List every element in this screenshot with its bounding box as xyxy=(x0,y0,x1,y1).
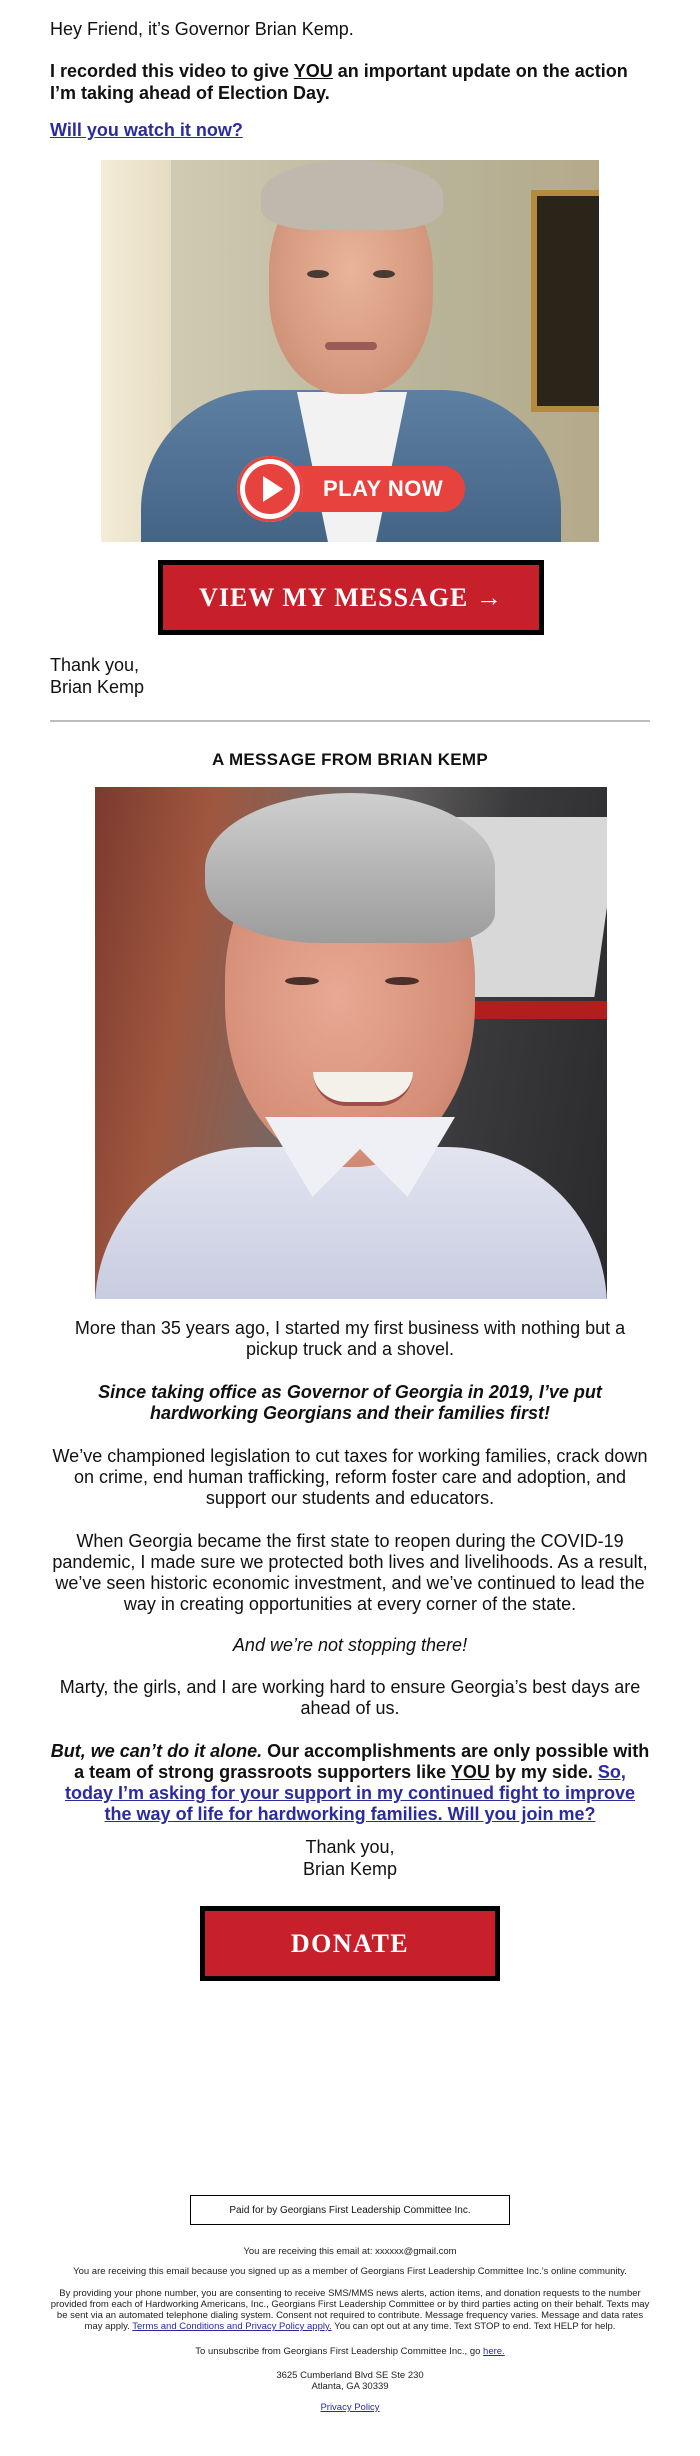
message-p7 xyxy=(50,1741,650,1825)
play-icon xyxy=(237,456,303,522)
brian-kemp-photo xyxy=(95,787,607,1299)
message-thanks: Thank you, xyxy=(305,1837,395,1857)
sms-pre: By providing your phone number, you are consenting to receive SMS/MMS news alerts, action items, and donation requests to the number provided from each of Hardworking Americans, Inc., Georgians First Leadership Committee or by third parties acting on their behalf. Texts may be sent via an automated telephone dialing system. Consent not required to contribute. Message frequency varies. Message and data rates may apply. xyxy=(50,2288,650,2332)
p7-italic: But, we can’t do it alone. xyxy=(50,1741,263,1761)
sms-consent xyxy=(50,2288,650,2332)
photo-bg-stripe xyxy=(457,1001,607,1019)
terms-link[interactable]: Terms and Conditions and Privacy Policy apply. xyxy=(132,2321,332,2332)
video-bg-painting xyxy=(531,190,599,412)
privacy-policy-link-wrap xyxy=(50,2402,650,2413)
address-line-2: Atlanta, GA 30339 xyxy=(311,2381,389,2392)
video-thumbnail[interactable] xyxy=(101,160,599,542)
p7-bold-pre: Our accomplishments are only possible with a team of strong grassroots supporters like xyxy=(74,1741,650,1782)
message-p6: Marty, the girls, and I are working hard to ensure Georgia’s best days are ahead of us. xyxy=(59,1677,641,1718)
p7-bold-post: by my side. xyxy=(489,1762,598,1782)
signoff-thanks: Thank you, xyxy=(50,655,140,675)
message-title: A MESSAGE FROM BRIAN KEMP xyxy=(211,750,489,769)
intro-you: YOU xyxy=(293,61,333,81)
video-eye-right xyxy=(373,270,395,278)
paid-for-box: Paid for by Georgians First Leadership Committee Inc. xyxy=(190,2195,510,2225)
unsubscribe-pre: To unsubscribe from Georgians First Leadership Committee Inc., go xyxy=(195,2346,484,2357)
message-p1: More than 35 years ago, I started my first business with nothing but a pickup truck and a shovel. xyxy=(74,1318,626,1359)
message-p5: And we’re not stopping there! xyxy=(232,1635,468,1655)
photo-eye-left xyxy=(285,977,319,985)
video-eye-left xyxy=(307,270,329,278)
donate-button[interactable]: DONATE xyxy=(200,1906,500,1981)
message-p3: We’ve championed legislation to cut taxes for working families, crack down on crime, end human trafficking, reform foster care and adoption, and support our students and educators. xyxy=(52,1446,648,1508)
photo-eye-right xyxy=(385,977,419,985)
receiving-email-notice: You are receiving this email at: xxxxxx@gmail.com xyxy=(243,2246,457,2257)
signed-up-notice: You are receiving this email because you signed up as a member of Georgians First Leadership Committee Inc.’s online community. xyxy=(73,2266,627,2277)
message-p4: When Georgia became the first state to reopen during the COVID-19 pandemic, I made sure we protected both lives and livelihoods. As a result, we’ve seen historic economic investment, and we’ve continued to lead the way in creating opportunities at every corner of the state. xyxy=(52,1531,648,1614)
signoff-name: Brian Kemp xyxy=(50,677,145,697)
photo-hair xyxy=(205,793,495,943)
intro-post: an important update on the action I’m taking ahead of Election Day. xyxy=(50,61,628,103)
greeting: Hey Friend, it’s Governor Brian Kemp. xyxy=(50,19,354,39)
section-divider xyxy=(50,720,650,722)
video-mouth xyxy=(325,342,377,350)
message-name: Brian Kemp xyxy=(302,1859,398,1879)
play-now-label: PLAY NOW xyxy=(271,466,465,512)
message-p2: Since taking office as Governor of Georgia in 2019, I’ve put hardworking Georgians and their families first! xyxy=(98,1382,602,1423)
video-hair xyxy=(261,160,443,230)
watch-video-link[interactable]: Will you watch it now? xyxy=(50,120,243,140)
p7-you: YOU xyxy=(450,1762,490,1782)
unsubscribe-line xyxy=(50,2346,650,2357)
intro-pre: I recorded this video to give xyxy=(50,61,294,81)
intro-paragraph xyxy=(50,60,650,104)
unsubscribe-link[interactable]: here. xyxy=(483,2346,505,2357)
photo-shirt xyxy=(95,1147,607,1299)
privacy-policy-link[interactable]: Privacy Policy xyxy=(320,2402,380,2413)
address-line-1: 3625 Cumberland Blvd SE Ste 230 xyxy=(276,2370,424,2381)
sms-post: You can opt out at any time. Text STOP to end. Text HELP for help. xyxy=(331,2321,616,2332)
view-my-message-button[interactable]: VIEW MY MESSAGE → xyxy=(158,560,544,635)
join-me-link[interactable]: So, today I’m asking for your support in my continued fight to improve the way of life for hardworking families. Will you join me? xyxy=(64,1762,636,1824)
play-now-button[interactable] xyxy=(237,456,465,522)
